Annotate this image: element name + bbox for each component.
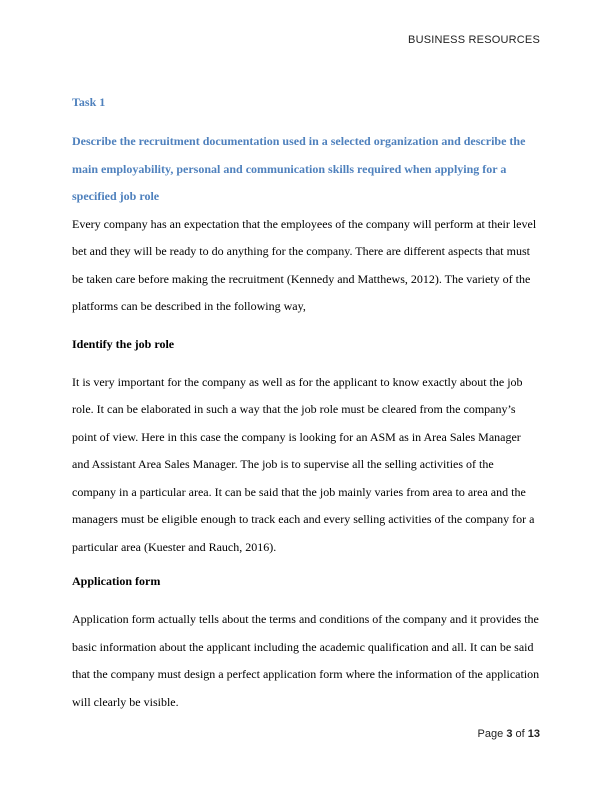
page-number (478, 728, 540, 740)
task-heading: Describe the recruitment documentation used in a selected organization and describe the main employability, personal and communication skills required when applying for a specified job role (72, 134, 526, 203)
running-header: BUSINESS RESOURCES (408, 34, 540, 46)
current-page: 3 (506, 728, 513, 740)
page-label: Page (477, 728, 504, 740)
section-heading-application-form: Application form (72, 574, 161, 588)
of-label: of (515, 728, 525, 740)
intro-paragraph: Every company has an expectation that the employees of the company will perform at their level bet and they will be ready to do anything for the company. There are different aspects that must be taken care before making the recruitment (Kennedy and Matthews, 2012). The variety of the platforms can be described in the following way, (72, 216, 537, 313)
section-heading-job-role: Identify the job role (72, 336, 175, 351)
total-pages: 13 (527, 728, 540, 740)
document-body (72, 92, 540, 716)
task-title: Task 1 (72, 95, 106, 109)
application-form-paragraph: Application form actually tells about the terms and conditions of the company and it provides the basic information about the applicant including the academic qualification and all. It can be said that the company must design a perfect application form where the information of the application will clearly be visible. (72, 612, 540, 709)
job-role-paragraph: It is very important for the company as well as for the applicant to know exactly about the job role. It can be elaborated in such a way that the job role must be cleared from the company’s point of view. Here in this case the company is looking for an ASM as in Area Sales Manager and Assistant Area Sales Manager. The job is to supervise all the selling activities of the company in a particular area. It can be said that the job mainly varies from area to area and the managers must be eligible enough to track each and every selling activities of the company for a particular area (Kuester and Rauch, 2016). (72, 374, 535, 554)
